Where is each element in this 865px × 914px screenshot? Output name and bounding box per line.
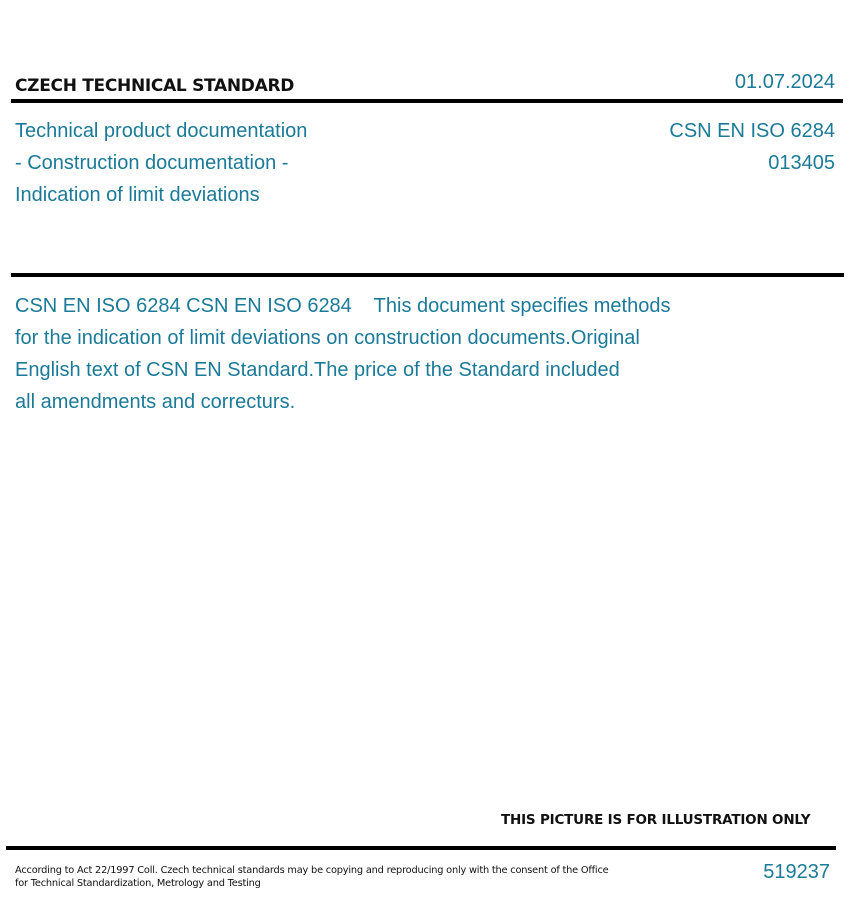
description-line: English text of CSN EN Standard.The price of the Standard included (15, 359, 620, 381)
document-type-label: CZECH TECHNICAL STANDARD (15, 76, 295, 96)
standard-identifier (669, 115, 835, 179)
legal-notice (15, 864, 608, 890)
legal-line: According to Act 22/1997 Coll. Czech technical standards may be copying and reproducing only with the consent of the Office (15, 865, 609, 876)
title-line: - Construction documentation - (15, 152, 289, 174)
illustration-note: THIS PICTURE IS FOR ILLUSTRATION ONLY (501, 812, 811, 828)
description-line: CSN EN ISO 6284 CSN EN ISO 6284 This document specifies methods (15, 295, 671, 317)
title-line: Technical product documentation (15, 120, 308, 142)
footer-divider (6, 846, 836, 850)
class-number: 013405 (768, 152, 835, 174)
standard-code: CSN EN ISO 6284 (669, 120, 835, 142)
title-line: Indication of limit deviations (15, 184, 260, 206)
legal-line: for Technical Standardization, Metrology and Testing (15, 878, 261, 889)
description-line: all amendments and correcturs. (15, 391, 296, 413)
section-divider (11, 273, 844, 277)
standard-description (15, 290, 735, 418)
publication-date: 01.07.2024 (734, 71, 835, 93)
header-divider (11, 99, 843, 103)
standard-title (15, 115, 307, 211)
catalog-number: 519237 (763, 861, 830, 883)
description-line: for the indication of limit deviations on construction documents.Original (15, 327, 640, 349)
